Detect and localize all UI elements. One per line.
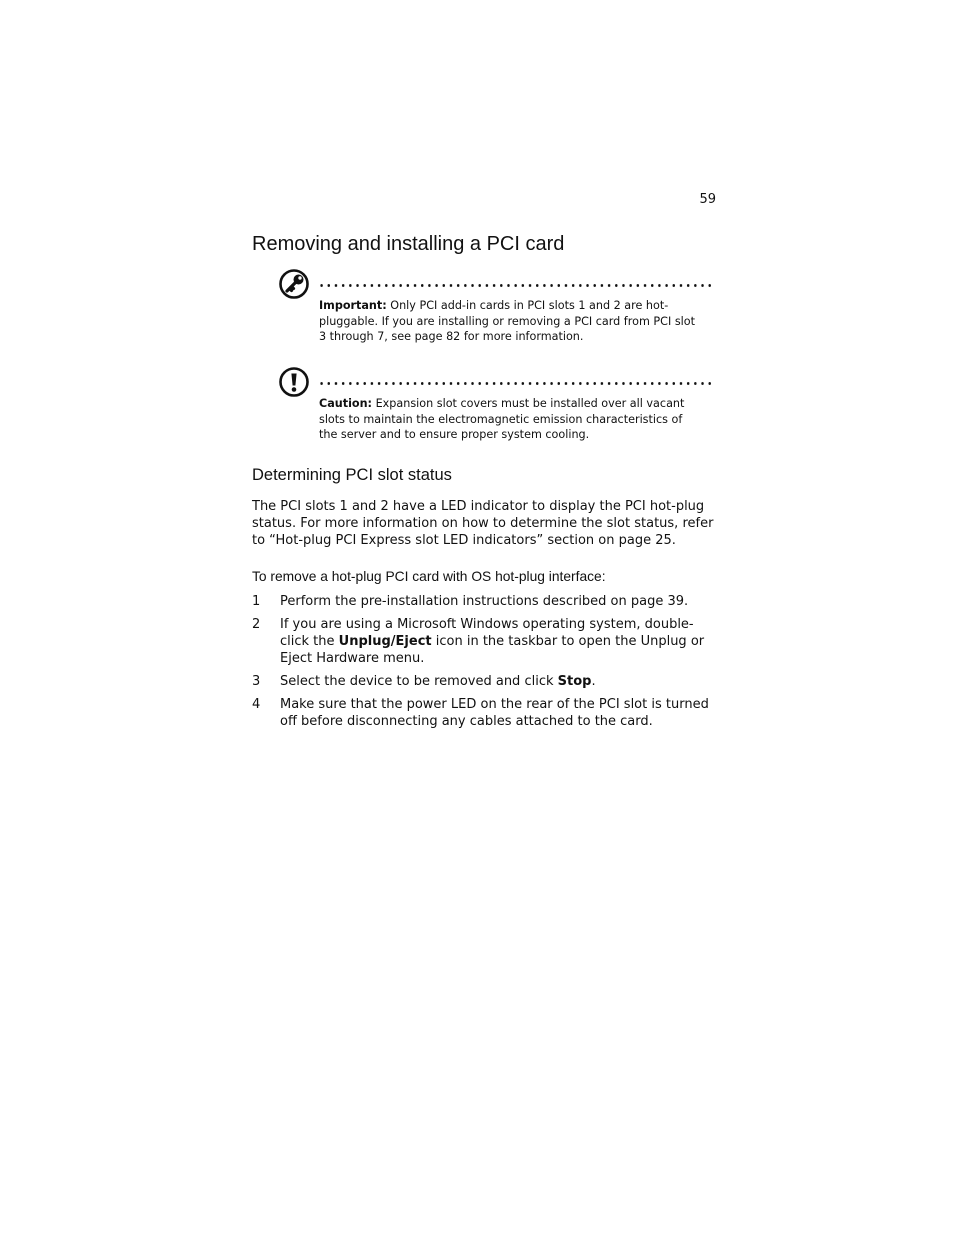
step-4 — [252, 696, 722, 730]
body-paragraph: The PCI slots 1 and 2 have a LED indicator to display the PCI hot-plug status. For more information on how to determine the slot status, refer to “Hot-plug PCI Express slot LED indicators” section on page 25. — [252, 499, 714, 548]
important-note-text — [319, 298, 704, 345]
caution-exclamation-icon — [278, 366, 310, 398]
important-label: Important: — [319, 299, 387, 312]
section-title: Removing and installing a PCI card — [252, 233, 565, 255]
caution-body: Expansion slot covers must be installed over all vacant slots to maintain the electromagnetic emission characteristics of the server and to ensure proper system cooling. — [319, 397, 685, 442]
subsection-title: Determining PCI slot status — [252, 466, 452, 484]
step-text: Perform the pre-installation instructions described on page 39. — [280, 594, 689, 609]
stop-term: Stop — [557, 674, 592, 689]
procedure-intro: To remove a hot-plug PCI card with OS hot-plug interface: — [252, 569, 606, 584]
step-text: If you are using a Microsoft Windows operating system, double-click the — [280, 617, 694, 649]
step-number: 1 — [252, 594, 261, 609]
important-body: Only PCI add-in cards in PCI slots 1 and 2 are hot-pluggable. If you are installing or removing a PCI card from PCI slot 3 through 7, see page 82 for more information. — [319, 299, 695, 344]
step-3 — [252, 673, 722, 690]
caution-label: Caution: — [319, 397, 373, 410]
step-text-continued: . — [591, 674, 596, 689]
page-number: 59 — [699, 192, 716, 207]
step-number: 4 — [252, 697, 261, 712]
caution-note-text — [319, 396, 704, 443]
step-text: Make sure that the power LED on the rear of the PCI slot is turned off before disconnecting any cables attached to the card. — [280, 697, 709, 729]
step-text: Select the device to be removed and click — [280, 674, 558, 689]
important-key-icon — [278, 268, 310, 300]
step-1 — [252, 593, 722, 610]
procedure-steps — [252, 593, 722, 736]
important-dotted-rule — [318, 284, 714, 287]
step-text-continued: icon in the taskbar to open the Unplug or Eject Hardware menu. — [280, 634, 705, 666]
caution-dotted-rule — [318, 382, 714, 385]
step-number: 2 — [252, 617, 261, 632]
step-number: 3 — [252, 674, 261, 689]
unplug-eject-term: Unplug/Eject — [338, 634, 432, 649]
step-2 — [252, 616, 722, 667]
